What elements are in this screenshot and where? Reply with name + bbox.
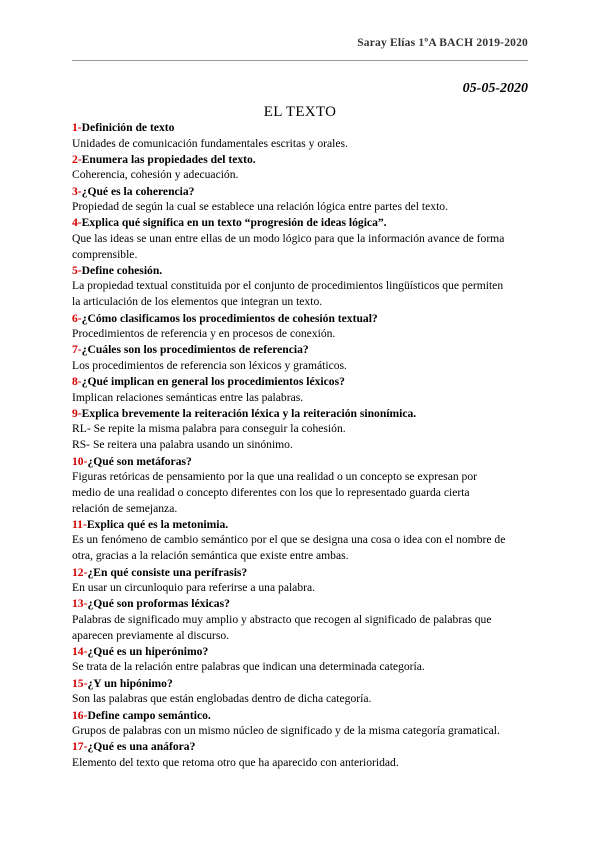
question-number: 15- [72, 676, 88, 690]
question-9 [72, 406, 530, 422]
question-text: Explica brevemente la reiteración léxica y la reiteración sinonímica. [81, 406, 417, 420]
header-divider [72, 60, 528, 61]
document-title: EL TEXTO [263, 104, 337, 120]
answer-line: Palabras de significado muy amplio y abstracto que recogen al significado de palabras que [72, 612, 492, 626]
answer-line: Elemento del texto que retoma otro que ha aparecido con anterioridad. [72, 755, 399, 769]
question-number: 9- [72, 406, 82, 420]
question-text: ¿Qué es una anáfora? [87, 740, 196, 754]
question-13 [72, 596, 530, 612]
question-number: 10- [72, 454, 88, 468]
answer-line: medio de una realidad o concepto diferentes con los que lo representado guarda cierta [72, 485, 470, 499]
answer-16 [72, 723, 530, 739]
answer-line: Propiedad de según la cual se establece una relación lógica entre partes del texto. [72, 200, 448, 214]
answer-line: Unidades de comunicación fundamentales escritas y orales. [72, 136, 348, 150]
question-number: 5- [72, 263, 82, 277]
answer-line: Es un fenómeno de cambio semántico por el que se designa una cosa o idea con el nombre de [72, 533, 506, 547]
question-text: Enumera las propiedades del texto. [81, 152, 256, 166]
question-number: 3- [72, 184, 82, 198]
answer-line: Que las ideas se unan entre ellas de un modo lógico para que la información avance de forma [72, 231, 505, 245]
answer-6 [72, 326, 530, 342]
question-text: Define cohesión. [81, 263, 163, 277]
answer-line: comprensible. [72, 247, 138, 261]
question-8 [72, 374, 530, 390]
question-text: Define campo semántico. [87, 708, 211, 722]
question-number: 2- [72, 152, 82, 166]
answer-line: Los procedimientos de referencia son léxicos y gramáticos. [72, 358, 347, 372]
question-text: Definición de texto [81, 121, 175, 134]
answer-13 [72, 612, 530, 644]
answer-11 [72, 532, 530, 564]
answer-line: Se trata de la relación entre palabras que indican una determinada categoría. [72, 660, 425, 674]
answer-line: La propiedad textual constituida por el conjunto de procedimientos lingüísticos que permiten [72, 279, 504, 293]
answer-line: otra, gracias a la relación semántica que existe entre ambas. [72, 549, 349, 563]
answer-line: RL- Se repite la misma palabra para conseguir la cohesión. [72, 422, 346, 436]
question-14 [72, 644, 530, 660]
question-text: ¿Qué implican en general los procedimientos léxicos? [81, 375, 345, 389]
question-text: ¿Cuáles son los procedimientos de referencia? [81, 343, 309, 357]
answer-8 [72, 390, 530, 406]
question-2 [72, 152, 530, 168]
question-text: ¿En qué consiste una perífrasis? [87, 565, 248, 579]
answer-10 [72, 469, 530, 516]
question-text: ¿Qué es un hiperónimo? [87, 644, 209, 658]
answer-14 [72, 659, 530, 675]
question-3 [72, 184, 530, 200]
answer-line: la articulación de los elementos que integran un texto. [72, 295, 323, 309]
answer-line: aparecen previamente al discurso. [72, 628, 230, 642]
question-number: 17- [72, 740, 88, 754]
question-7 [72, 342, 530, 358]
question-5 [72, 263, 530, 279]
question-number: 7- [72, 343, 82, 357]
answer-line: Coherencia, cohesión y adecuación. [72, 168, 239, 182]
question-number: 6- [72, 311, 82, 325]
question-text: ¿Y un hipónimo? [87, 676, 173, 690]
question-text: Explica qué es la metonimia. [86, 517, 229, 531]
question-text: ¿Qué son proformas léxicas? [87, 597, 230, 611]
answer-5 [72, 278, 530, 310]
question-text: ¿Cómo clasificamos los procedimientos de cohesión textual? [81, 311, 378, 325]
question-1 [72, 120, 530, 136]
question-number: 14- [72, 644, 88, 658]
answer-line: Procedimientos de referencia y en procesos de conexión. [72, 327, 336, 341]
question-10 [72, 454, 530, 470]
question-number: 1- [72, 121, 82, 134]
question-text: Explica qué significa en un texto “progresión de ideas lógica”. [81, 216, 387, 230]
page-header-author: Saray Elías 1ºA BACH 2019-2020 [357, 37, 528, 49]
answer-line: relación de semejanza. [72, 501, 178, 515]
document-date: 05-05-2020 [462, 81, 528, 96]
question-text: ¿Qué es la coherencia? [81, 184, 195, 198]
question-number: 8- [72, 375, 82, 389]
question-12 [72, 565, 530, 581]
answer-1 [72, 136, 530, 152]
question-number: 4- [72, 216, 82, 230]
question-number: 16- [72, 708, 88, 722]
answer-line: En usar un circunloquio para referirse a una palabra. [72, 581, 316, 595]
question-list [72, 120, 530, 771]
question-11 [72, 517, 530, 533]
question-number: 12- [72, 565, 88, 579]
answer-12 [72, 580, 530, 596]
answer-15 [72, 691, 530, 707]
question-17 [72, 739, 530, 755]
answer-line: RS- Se reitera una palabra usando un sinónimo. [72, 438, 293, 452]
question-number: 11- [72, 517, 87, 531]
answer-17 [72, 755, 530, 771]
question-6 [72, 311, 530, 327]
question-number: 13- [72, 597, 88, 611]
answer-line: Son las palabras que están englobadas dentro de dicha categoría. [72, 692, 372, 706]
answer-9 [72, 421, 530, 453]
answer-line: Implican relaciones semánticas entre las palabras. [72, 390, 304, 404]
answer-line: Figuras retóricas de pensamiento por la que una realidad o un concepto se expresan por [72, 470, 477, 484]
answer-4 [72, 231, 530, 263]
question-text: ¿Qué son metáforas? [87, 454, 192, 468]
question-16 [72, 708, 530, 724]
answer-3 [72, 199, 530, 215]
question-4 [72, 215, 530, 231]
answer-7 [72, 358, 530, 374]
answer-2 [72, 167, 530, 183]
question-15 [72, 676, 530, 692]
answer-line: Grupos de palabras con un mismo núcleo de significado y de la misma categoría gramatical. [72, 724, 500, 738]
